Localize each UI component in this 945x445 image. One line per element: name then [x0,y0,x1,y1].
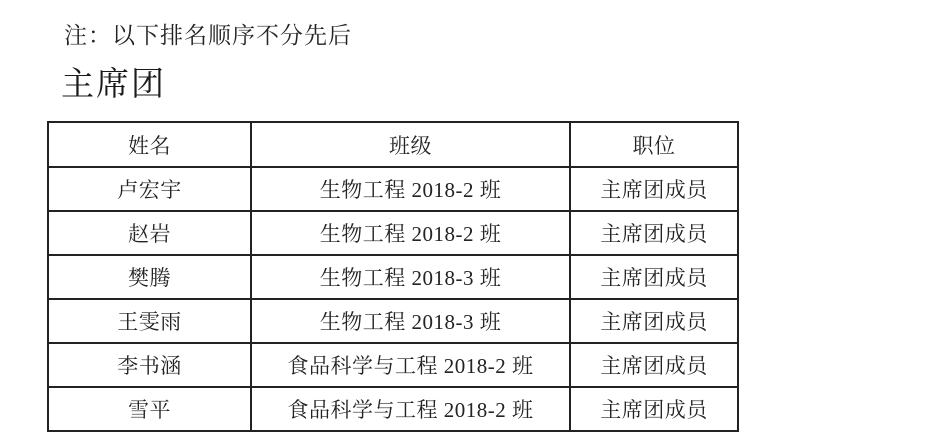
cell-class: 食品科学与工程 2018-2 班 [251,387,570,431]
cell-role: 主席团成员 [570,387,738,431]
cell-role: 主席团成员 [570,299,738,343]
table-body [48,167,738,431]
header-cell-role: 职位 [570,122,738,167]
cell-class: 生物工程 2018-2 班 [251,167,570,211]
cell-name: 卢宏宇 [48,167,251,211]
cell-name: 王雯雨 [48,299,251,343]
cell-class: 生物工程 2018-2 班 [251,211,570,255]
header-row [48,122,738,167]
cell-class: 食品科学与工程 2018-2 班 [251,343,570,387]
ranking-note: 注：以下排名顺序不分先后 [64,23,352,48]
cell-name: 赵岩 [48,211,251,255]
cell-class: 生物工程 2018-3 班 [251,299,570,343]
cell-role: 主席团成员 [570,211,738,255]
header-cell-name: 姓名 [48,122,251,167]
cell-name: 樊腾 [48,255,251,299]
table-row [48,387,738,431]
table-row [48,167,738,211]
cell-class: 生物工程 2018-3 班 [251,255,570,299]
cell-name: 雪平 [48,387,251,431]
table-row [48,299,738,343]
header-cell-class: 班级 [251,122,570,167]
table-row [48,343,738,387]
table-row [48,255,738,299]
cell-role: 主席团成员 [570,255,738,299]
table-row [48,211,738,255]
cell-name: 李书涵 [48,343,251,387]
cell-role: 主席团成员 [570,167,738,211]
table-header [48,122,738,167]
section-title-presidium: 主席团 [61,67,166,103]
cell-role: 主席团成员 [570,343,738,387]
presidium-roster-table [47,121,739,432]
